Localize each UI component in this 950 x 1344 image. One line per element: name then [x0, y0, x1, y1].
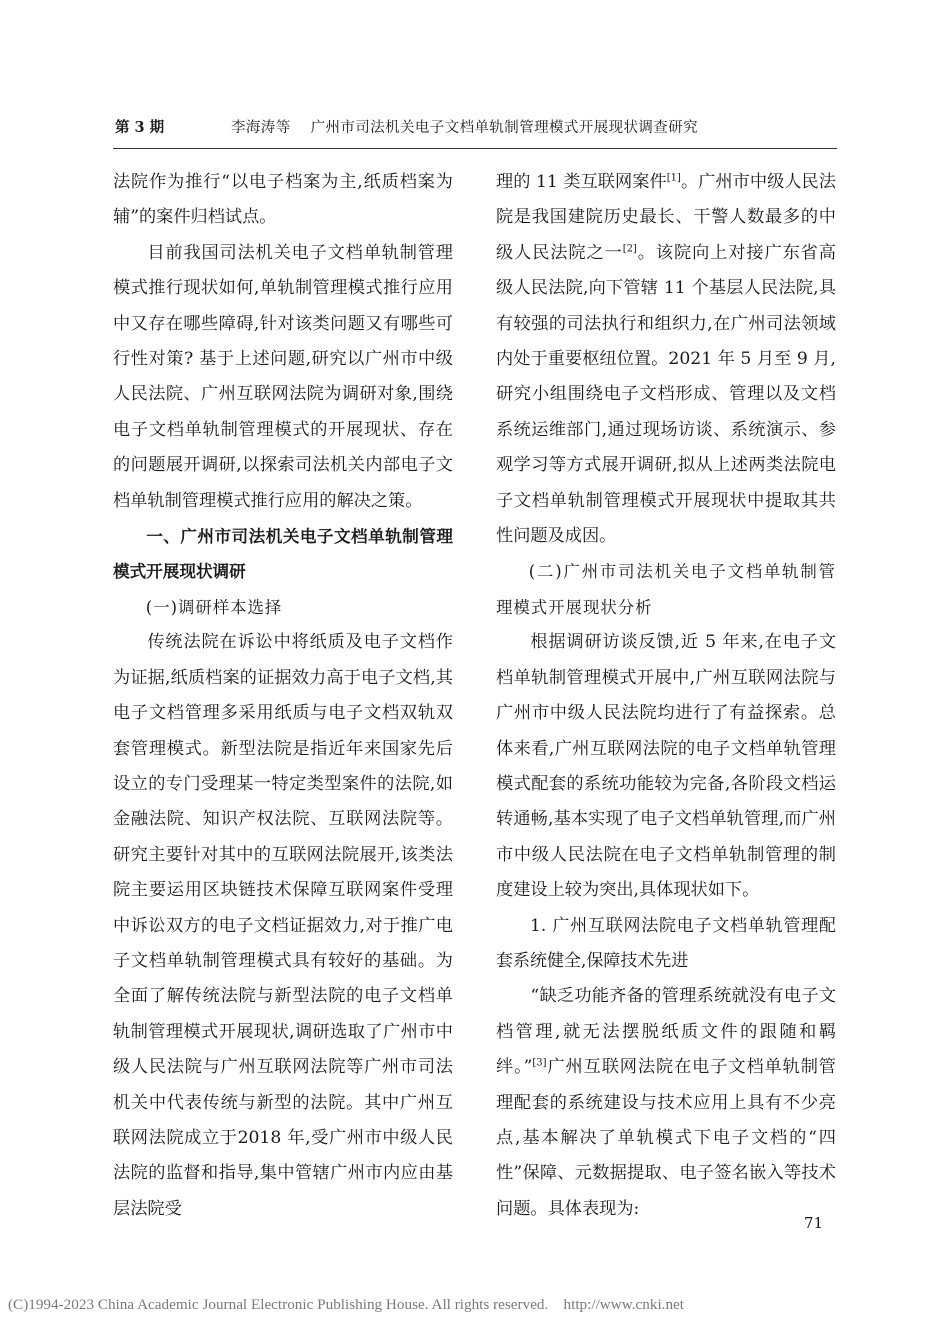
issue-number: 第 3 期	[115, 119, 165, 136]
citation-ref: [3]	[532, 1057, 547, 1069]
copyright-footer	[8, 1296, 942, 1314]
header-authors: 李海涛等	[231, 120, 291, 136]
footer-url[interactable]: http://www.cnki.net	[563, 1296, 685, 1313]
paragraph-text: 。该院向上对接广东省高级人民法院,向下管辖 11 个基层人民法院,具有较强的司法执行和组织力,在广州司法领域内处于重要枢纽位置。2021 年 5 月至 9 月,研究小组围绕电子文档形成、管理以及文档系统运维部门,通过现场访谈、系统演示、参观学习等方式展开调研,拟从上述两类法院电子文档单轨制管理模式开展现状中提取其共性问题及成因。	[496, 242, 836, 547]
citation-ref: [1]	[666, 172, 681, 184]
copyright-text: (C)1994-2023 China Academic Journal Electronic Publishing House. All rights reserved.	[8, 1296, 549, 1313]
section-heading: 一、广州市司法机关电子文档单轨制管理模式开展现状调研	[113, 527, 453, 582]
paragraph	[496, 979, 836, 1227]
paragraph: 目前我国司法机关电子文档单轨制管理模式推行现状如何,单轨制管理模式推行应用中又存在哪些障碍,针对该类问题又有哪些可行性对策? 基于上述问题,研究以广州市中级人民法院、广州互联网法院为调研对象,围绕电子文档单轨制管理模式的开展现状、存在的问题展开调研,以探索司法机关内部电子文档单轨制管理模式推行应用的解决之策。	[113, 242, 453, 511]
paragraph-text: 理的 11 类互联网案件	[496, 172, 667, 192]
paragraph: 根据调研访谈反馈,近 5 年来,在电子文档单轨制管理模式开展中,广州互联网法院与广州市中级人民法院均进行了有益探索。总体来看,广州互联网法院的电子文档单轨管理模式配套的系统功能较为完备,各阶段文档运转通畅,基本实现了电子文档单轨管理,而广州市中级人民法院在电子文档单轨制管理的制度建设上较为突出,具体现状如下。	[496, 632, 836, 901]
running-title	[231, 113, 698, 143]
paragraph: 法院作为推行“以电子档案为主,纸质档案为辅”的案件归档试点。	[113, 172, 453, 228]
paragraph-text: 广州互联网法院在电子文档单轨制管理配套的系统建设与技术应用上具有不少亮点,基本解决了单轨模式下电子文档的“四性”保障、元数据提取、电子签名嵌入等技术问题。具体表现为:	[496, 1057, 836, 1219]
left-column	[113, 165, 453, 1227]
subsection-heading: (一)调研样本选择	[145, 597, 283, 617]
subsection-heading: (二)广州市司法机关电子文档单轨制管理模式开展现状分析	[496, 562, 836, 617]
paragraph-text: 。广州市中级人民法院是我国建院历史最长、干警人数最多的中级人民法院之一	[496, 172, 836, 263]
right-column	[496, 165, 836, 1227]
citation-ref: [2]	[622, 243, 637, 255]
page-number: 71	[804, 1214, 824, 1232]
paragraph: 传统法院在诉讼中将纸质及电子文档作为证据,纸质档案的证据效力高于电子文档,其电子文档管理多采用纸质与电子文档双轨双套管理模式。新型法院是指近年来国家先后设立的专门受理某一特定类型案件的法院,如金融法院、知识产权法院、互联网法院等。研究主要针对其中的互联网法院展开,该类法院主要运用区块链技术保障互联网案件受理中诉讼双方的电子文档证据效力,对于推广电子文档单轨制管理模式具有较好的基础。为全面了解传统法院与新型法院的电子文档单轨制管理模式开展现状,调研选取了广州市中级人民法院与广州互联网法院等广州市司法机关中代表传统与新型的法院。其中广州互联网法院成立于2018 年,受广州市中级人民法院的监督和指导,集中管辖广州市内应由基层法院受	[113, 632, 453, 1219]
header-rule	[113, 148, 837, 149]
subsubsection-heading: 1. 广州互联网法院电子文档单轨管理配套系统健全,保障技术先进	[496, 915, 836, 971]
running-header	[113, 113, 837, 143]
paragraph	[496, 165, 836, 554]
header-article-title: 广州市司法机关电子文档单轨制管理模式开展现状调查研究	[310, 120, 699, 136]
paragraph-text: “缺乏功能齐备的管理系统就没有电子文档管理,就无法摆脱纸质文件的跟随和羁绊。”	[496, 986, 836, 1078]
